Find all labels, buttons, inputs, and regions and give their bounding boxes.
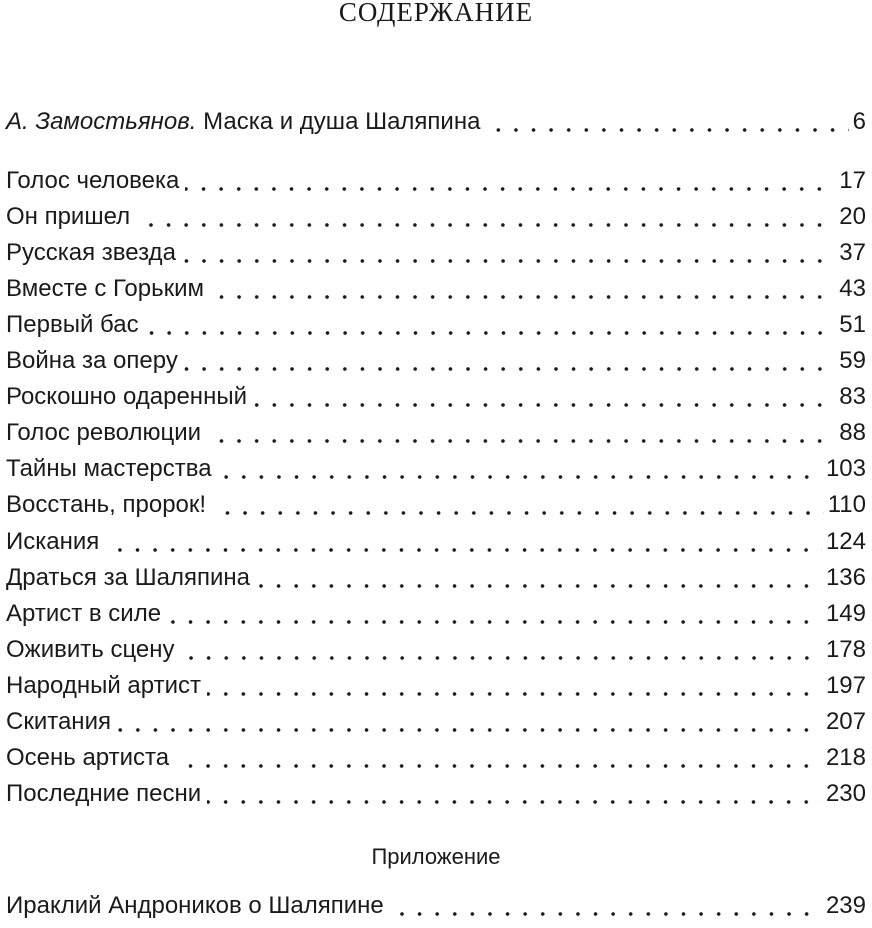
toc-entry-page: 110 xyxy=(827,491,866,518)
toc-entry-title: Русская звезда xyxy=(6,239,176,266)
dot-leader xyxy=(185,166,835,196)
toc-entry-title: Война за оперу xyxy=(6,347,178,374)
toc-entry-page: 197 xyxy=(825,672,866,699)
toc-entry xyxy=(6,454,866,484)
toc-entry-page: 218 xyxy=(825,744,866,771)
toc-entry xyxy=(6,310,866,340)
dot-leader xyxy=(218,454,822,484)
dot-leader xyxy=(184,346,835,376)
dot-leader xyxy=(256,563,822,593)
toc-entry-title: Ираклий Андроников о Шаляпине xyxy=(6,892,384,919)
toc-entry-title: Роскошно одаренный xyxy=(6,383,247,410)
toc-entry-title: Вместе с Горьким xyxy=(6,275,204,302)
toc-entry xyxy=(6,779,866,809)
toc-entry-title: Голос революции xyxy=(6,419,202,446)
toc-entry-page: 88 xyxy=(839,419,866,446)
toc-entry xyxy=(6,238,866,268)
toc-entry-page: 136 xyxy=(825,564,866,591)
toc-entry-page: 239 xyxy=(825,892,866,919)
toc-entry xyxy=(6,743,866,773)
toc-entry-title: Голос человека xyxy=(6,167,180,194)
page-title: СОДЕРЖАНИЕ xyxy=(338,0,534,27)
toc-entry xyxy=(6,599,866,629)
toc-entry-title: Драться за Шаляпина xyxy=(6,564,250,591)
toc-entry-title: Артист в силе xyxy=(6,600,162,627)
appendix-heading: Приложение xyxy=(371,844,501,869)
dot-leader xyxy=(117,707,822,737)
toc-entry-page: 17 xyxy=(839,167,866,194)
toc-entry-page: 43 xyxy=(839,275,866,302)
toc-entry xyxy=(6,563,866,593)
toc-entry-page: 51 xyxy=(839,311,866,338)
dot-leader xyxy=(207,671,822,701)
toc-entry-intro xyxy=(6,107,866,137)
dot-leader xyxy=(207,418,835,448)
dot-leader xyxy=(212,490,824,520)
toc-entry xyxy=(6,274,866,304)
dot-leader xyxy=(390,891,822,921)
toc-entry xyxy=(6,671,866,701)
dot-leader xyxy=(136,202,835,232)
toc-entry-page: 37 xyxy=(839,239,866,266)
toc-entry-page: 207 xyxy=(825,708,866,735)
toc-entry xyxy=(6,707,866,737)
toc-entry xyxy=(6,346,866,376)
toc-entry-page: 103 xyxy=(825,455,866,482)
toc-entry xyxy=(6,418,866,448)
dot-leader xyxy=(486,107,848,137)
dot-leader xyxy=(145,310,836,340)
toc-entry-title: Последние песни xyxy=(6,780,202,807)
toc-entry-page: 124 xyxy=(825,528,866,555)
toc-entry-title: Скитания xyxy=(6,708,111,735)
toc-entry-title: Он пришел xyxy=(6,203,131,230)
toc-entry-page: 178 xyxy=(825,636,866,663)
dot-leader xyxy=(175,743,822,773)
toc-entry xyxy=(6,202,866,232)
toc-entry-page: 20 xyxy=(839,203,866,230)
toc-entry-title: Тайны мастерства xyxy=(6,455,212,482)
toc-entry-page: 6 xyxy=(852,108,866,135)
dot-leader xyxy=(181,635,822,665)
toc-entry-title: Оживить сцену xyxy=(6,636,175,663)
toc-entry xyxy=(6,490,866,520)
toc-entry-page: 230 xyxy=(825,780,866,807)
toc-entry-title: Восстань, пророк! xyxy=(6,491,207,518)
toc-entry xyxy=(6,166,866,196)
dot-leader xyxy=(105,527,822,557)
toc-entry xyxy=(6,527,866,557)
toc-entry-title: Искания xyxy=(6,528,100,555)
dot-leader xyxy=(210,274,835,304)
toc-entry-page: 59 xyxy=(839,347,866,374)
toc-entry xyxy=(6,382,866,412)
toc-entry-title xyxy=(6,107,486,137)
toc-entry-author: А. Замостьянов. xyxy=(6,108,197,135)
toc-entry-title: Осень артиста xyxy=(6,744,170,771)
dot-leader xyxy=(167,599,822,629)
toc-entry-title: Первый бас xyxy=(6,311,139,338)
toc-entry-page: 149 xyxy=(825,600,866,627)
dot-leader xyxy=(207,779,822,809)
toc-entry-title: Народный артист xyxy=(6,672,201,699)
toc-entry xyxy=(6,635,866,665)
dot-leader xyxy=(182,238,835,268)
toc-entry-title-text: Маска и душа Шаляпина xyxy=(203,108,481,135)
toc-entry-page: 83 xyxy=(839,383,866,410)
dot-leader xyxy=(253,382,835,412)
toc-entry-appendix xyxy=(6,891,866,921)
